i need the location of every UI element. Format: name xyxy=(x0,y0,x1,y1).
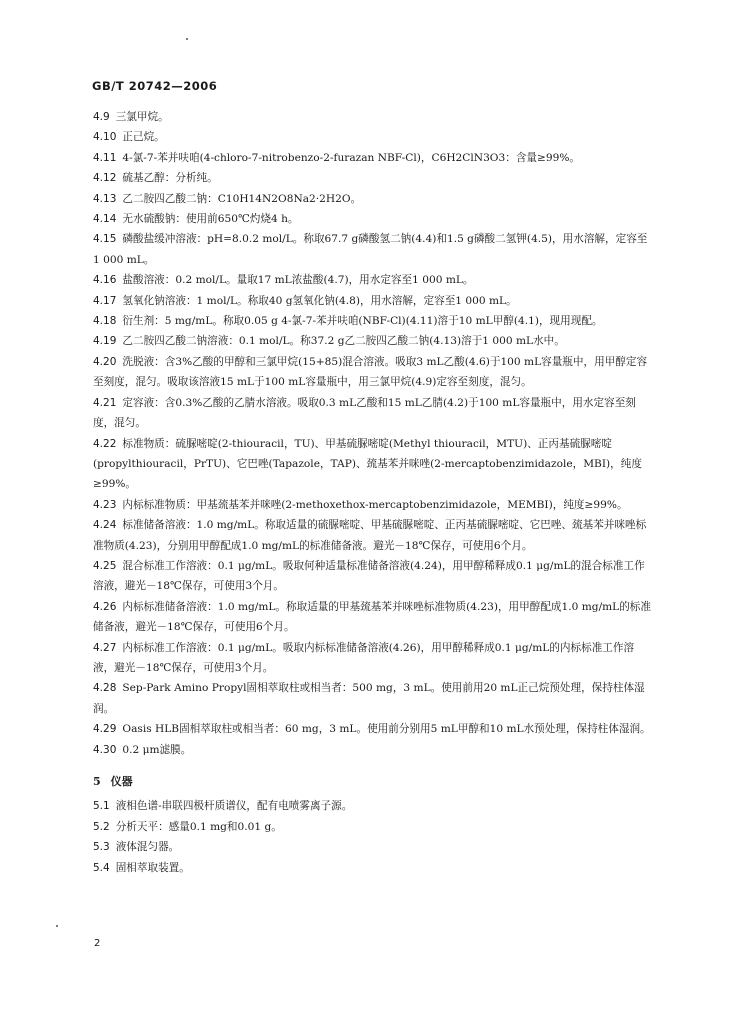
item-text: 乙二胺四乙酸二钠溶液：0.1 mol/L。称37.2 g乙二胺四乙酸二钠(4.13)溶于1 000 mL水中。 xyxy=(122,335,565,348)
item-text: 盐酸溶液：0.2 mol/L。量取17 mL浓盐酸(4.7)，用水定容至1 000 mL。 xyxy=(122,274,474,287)
item-text: 乙二胺四乙酸二钠：C10H14N2O8Na2·2H2O。 xyxy=(122,192,362,205)
item-text: 内标标准工作溶液：0.1 μg/mL。吸取内标标准储备溶液(4.26)，用甲醇稀释成0.1 μg/mL的内标标准工作溶液，避光－18℃保存，可使用3个月。 xyxy=(93,641,635,674)
section-title: 仪器 xyxy=(110,775,133,788)
item-text: 液相色谱-串联四极杆质谱仪，配有电喷雾离子源。 xyxy=(115,800,353,813)
item-text: 三氯甲烷。 xyxy=(115,111,169,123)
list-item xyxy=(93,393,653,434)
item-text: 0.2 μm滤膜。 xyxy=(122,743,192,756)
standard-code-header: GB/T 20742—2006 xyxy=(92,79,218,93)
item-number: 4.21 xyxy=(93,396,117,409)
item-number: 4.18 xyxy=(93,315,117,328)
list-item xyxy=(93,209,653,229)
item-text: 内标标准物质：甲基巯基苯并咪唑(2-methoxethox-mercaptobenzimidazole，MEMBI)，纯度≥99%。 xyxy=(122,498,628,511)
item-text: Oasis HLB固相萃取柱或相当者：60 mg，3 mL。使用前分别用5 mL甲醇和10 mL水预处理，保持柱体湿润。 xyxy=(122,723,651,736)
item-number: 4.19 xyxy=(93,335,117,348)
item-text: 硫基乙醇：分析纯。 xyxy=(122,172,218,185)
list-item xyxy=(93,291,653,311)
list-item xyxy=(93,352,653,393)
list-item xyxy=(93,189,653,209)
item-number: 4.12 xyxy=(93,172,117,185)
item-number: 4.27 xyxy=(93,641,117,654)
section-number: 5 xyxy=(93,775,101,788)
item-number: 4.15 xyxy=(93,233,117,246)
item-number: 4.28 xyxy=(93,682,117,695)
item-number: 4.25 xyxy=(93,559,117,572)
item-number: 4.16 xyxy=(93,274,117,287)
item-number: 4.17 xyxy=(93,294,117,307)
item-text: 氢氧化钠溶液：1 mol/L。称取40 g氢氧化钠(4.8)，用水溶解，定容至1 000 mL。 xyxy=(122,294,517,307)
list-item xyxy=(93,719,653,739)
scan-speck xyxy=(56,925,58,927)
instruments-list xyxy=(93,796,653,878)
list-item xyxy=(93,168,653,188)
item-number: 4.11 xyxy=(93,151,117,164)
list-item xyxy=(93,270,653,290)
item-text: 定容液：含0.3%乙酸的乙腈水溶液。吸取0.3 mL乙酸和15 mL乙腈(4.2)于100 mL容量瓶中，用水定容至刻度，混匀。 xyxy=(93,396,636,430)
list-item xyxy=(93,515,653,556)
list-item xyxy=(93,796,653,816)
list-item xyxy=(93,434,653,495)
item-text: 磷酸盐缓冲溶液：pH=8.0.2 mol/L。称取67.7 g磷酸氢二钠(4.4)和1.5 g磷酸二氢钾(4.5)，用水溶解，定容至1 000 mL。 xyxy=(93,233,648,266)
item-number: 4.20 xyxy=(93,355,117,368)
list-item xyxy=(93,678,653,719)
item-number: 4.24 xyxy=(93,519,117,532)
list-item xyxy=(93,817,653,837)
list-item xyxy=(93,229,653,270)
list-item xyxy=(93,556,653,597)
list-item xyxy=(93,127,653,147)
section-5-heading xyxy=(93,772,653,792)
list-item xyxy=(93,597,653,638)
item-text: 标准物质：硫脲嘧啶(2-thiouracil，TU)、甲基硫脲嘧啶(Methyl thiouracil，MTU)、正丙基硫脲嘧啶(propylthiouracil，PrTU)、它巴唑(Tapazole，TAP)、巯基苯并咪唑(2-mercaptobenzimidazole，MBI)，纯度≥99%。 xyxy=(93,437,642,491)
item-text: 液体混匀器。 xyxy=(115,841,180,854)
list-item xyxy=(93,331,653,351)
item-number: 4.22 xyxy=(93,437,117,450)
scan-speck xyxy=(186,38,188,40)
reagents-list xyxy=(93,107,653,760)
item-number: 4.26 xyxy=(93,600,117,613)
list-item xyxy=(93,148,653,168)
item-number: 4.14 xyxy=(93,213,117,226)
item-text: 衍生剂：5 mg/mL。称取0.05 g 4-氯-7-苯并呋咱(NBF-Cl)(4.11)溶于10 mL甲醇(4.1)，现用现配。 xyxy=(122,315,603,328)
item-text: 标准储备溶液：1.0 mg/mL。称取适量的硫脲嘧啶、甲基硫脲嘧啶、正丙基硫脲嘧啶、它巴唑、巯基苯并咪唑标准物质(4.23)，分别用甲醇配成1.0 mg/mL的标准储备液。避光－18℃保存，可使用6个月。 xyxy=(93,519,647,552)
item-number: 5.4 xyxy=(93,861,110,874)
list-item xyxy=(93,107,653,127)
list-item xyxy=(93,740,653,760)
item-number: 5.3 xyxy=(93,841,110,854)
item-text: 混合标准工作溶液：0.1 μg/mL。吸取何种适量标准储备溶液(4.24)，用甲醇稀释成0.1 μg/mL的混合标准工作溶液，避光－18℃保存，可使用3个月。 xyxy=(93,559,645,593)
item-number: 4.23 xyxy=(93,498,117,511)
item-number: 4.30 xyxy=(93,743,117,756)
item-text: 分析天平：感量0.1 mg和0.01 g。 xyxy=(115,820,282,833)
list-item xyxy=(93,495,653,515)
item-number: 5.1 xyxy=(93,800,110,813)
item-text: 洗脱液：含3%乙酸的甲醇和三氯甲烷(15+85)混合溶液。吸取3 mL乙酸(4.6)于100 mL容量瓶中，用甲醇定容至刻度，混匀。吸取该溶液15 mL于100 mL容量瓶中，用三氯甲烷(4.9)定容至刻度，混匀。 xyxy=(93,355,648,389)
list-item xyxy=(93,638,653,679)
list-item xyxy=(93,837,653,857)
list-item xyxy=(93,858,653,878)
item-number: 4.9 xyxy=(93,111,110,123)
item-number: 4.29 xyxy=(93,723,117,736)
item-text: 正己烷。 xyxy=(122,131,165,144)
item-text: Sep-Park Amino Propyl固相萃取柱或相当者：500 mg，3 mL。使用前用20 mL正己烷预处理，保持柱体湿润。 xyxy=(93,682,645,715)
item-text: 固相萃取装置。 xyxy=(115,861,190,874)
item-number: 4.10 xyxy=(93,131,117,144)
item-number: 4.13 xyxy=(93,192,117,205)
page-number: 2 xyxy=(94,938,101,949)
item-text: 内标标准储备溶液：1.0 mg/mL。称取适量的甲基巯基苯并咪唑标准物质(4.23)，用甲醇配成1.0 mg/mL的标准储备液，避光－18℃保存，可使用6个月。 xyxy=(93,600,651,634)
item-text: 无水硫酸钠：使用前650℃灼烧4 h。 xyxy=(122,213,299,226)
document-body xyxy=(93,107,653,878)
item-number: 5.2 xyxy=(93,820,110,833)
item-text: 4-氯-7-苯并呋咱(4-chloro-7-nitrobenzo-2-furazan NBF-Cl)，C6H2ClN3O3：含量≥99%。 xyxy=(122,151,581,164)
list-item xyxy=(93,311,653,331)
